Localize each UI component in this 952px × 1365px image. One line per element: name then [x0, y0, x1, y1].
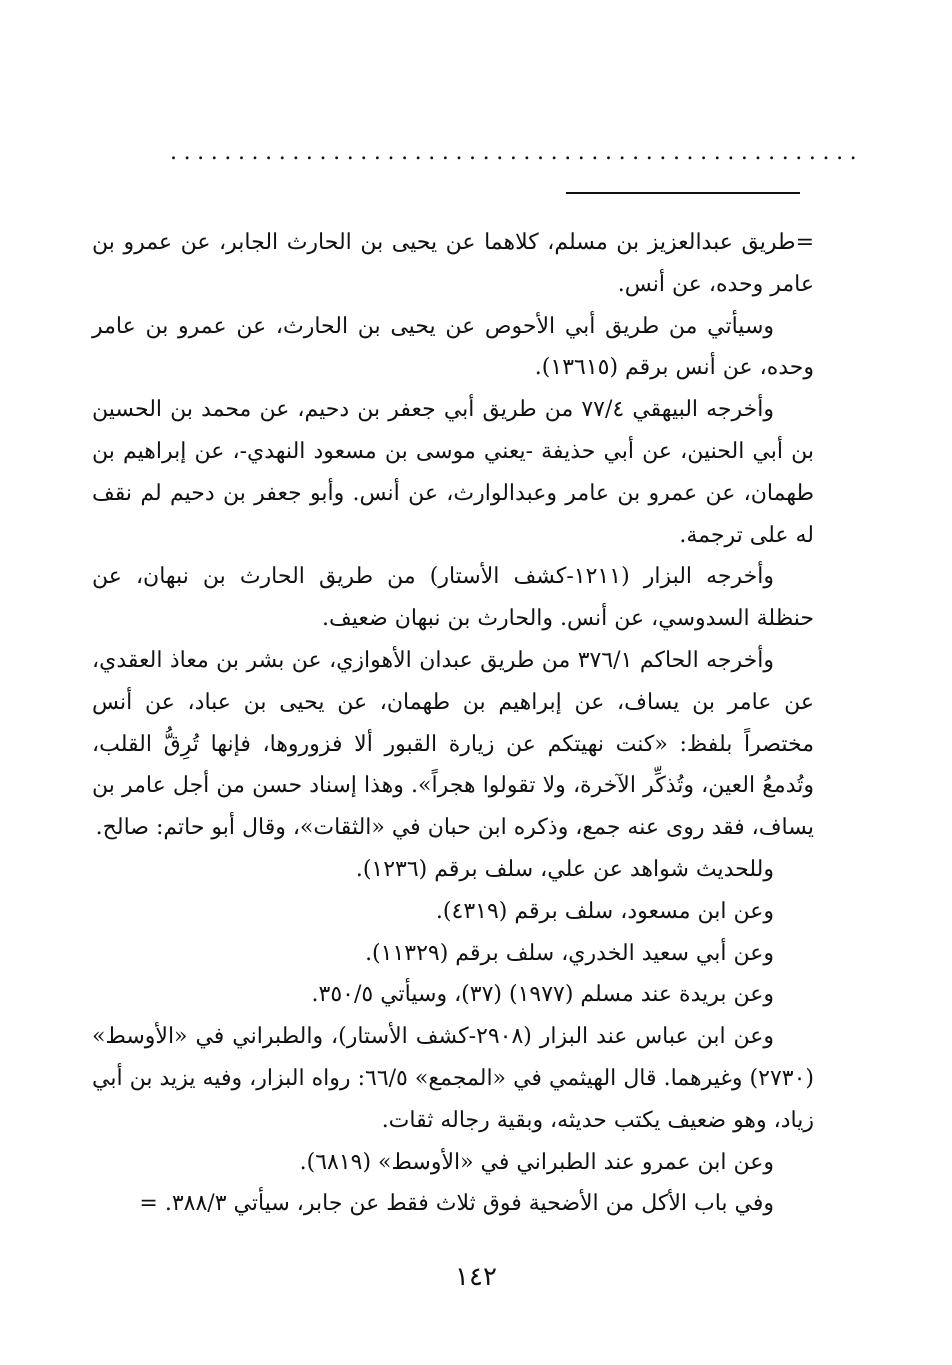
paragraph-witness: وعن بريدة عند مسلم (١٩٧٧) (٣٧)، وسيأتي ٣٥٠/٥. [311, 982, 774, 1008]
paragraph: وسيأتي من طريق أبي الأحوص عن يحيى بن الحارث، عن عمرو بن عامر وحده، عن أنس برقم (١٣٦١٥). [92, 313, 814, 381]
paragraph-witness: وللحديث شواهد عن علي، سلف برقم (١٢٣٦). [355, 856, 774, 882]
paragraph-last: وفي باب الأكل من الأضحية فوق ثلاث فقط عن جابر، سيأتي ٣٨٨/٣. = [139, 1191, 774, 1217]
footnote-text-block [92, 222, 814, 1225]
footnote-separator-rule [566, 192, 800, 194]
paragraph: وعن ابن عباس عند البزار (٢٩٠٨-كشف الأستار)، والطبراني في «الأوسط» (٢٧٣٠) وغيرهما. قال الهيثمي في «المجمع» ٦٦/٥: رواه البزار، وفيه يزيد بن أبي زياد، وهو ضعيف يكتب حديثه، وبقية رجاله ثقات. [92, 1024, 814, 1133]
page-number: ١٤٢ [455, 1262, 497, 1292]
paragraph-continuation: =طريق عبدالعزيز بن مسلم، كلاهما عن يحيى بن الحارث الجابر، عن عمرو بن عامر وحده، عن أنس. [92, 230, 814, 297]
paragraph-witness: وعن ابن مسعود، سلف برقم (٤٣١٩). [435, 898, 774, 924]
paragraph-witness: وعن أبي سعيد الخدري، سلف برقم (١١٣٢٩). [365, 940, 774, 966]
paragraph: وأخرجه البيهقي ٧٧/٤ من طريق أبي جعفر بن دحيم، عن محمد بن الحسين بن أبي الحنين، عن أبي حذيفة -يعني موسى بن مسعود النهدي-، عن إبراهيم بن طهمان، عن عمرو بن عامر وعبدالوارث، عن أنس. وأبو جعفر بن دحيم لم نقف له على ترجمة. [92, 397, 815, 548]
paragraph: وأخرجه البزار (١٢١١-كشف الأستار) من طريق الحارث بن نبهان، عن حنظلة السدوسي، عن أنس. والحارث بن نبهان ضعيف. [92, 564, 814, 632]
paragraph: وأخرجه الحاكم ٣٧٦/١ من طريق عبدان الأهوازي، عن بشر بن معاذ العقدي، عن عامر بن يساف، عن إبراهيم بن طهمان، عن يحيى بن عباد، عن أنس مختصراً بلفظ: «كنت نهيتكم عن زيارة القبور ألا فزوروها، فإنها تُرِقُّ القلب، وتُدمعُ العين، وتُذكِّر الآخرة، ولا تقولوا هجراً». وهذا إسناد حسن من أجل عامر بن يساف، فقد روى عنه جمع، وذكره ابن حبان في «الثقات»، وقال أبو حاتم: صالح. [92, 647, 814, 841]
header-dotted-line: ................................................... [170, 140, 864, 165]
paragraph-witness: وعن ابن عمرو عند الطبراني في «الأوسط» (٦٨١٩). [299, 1149, 774, 1175]
